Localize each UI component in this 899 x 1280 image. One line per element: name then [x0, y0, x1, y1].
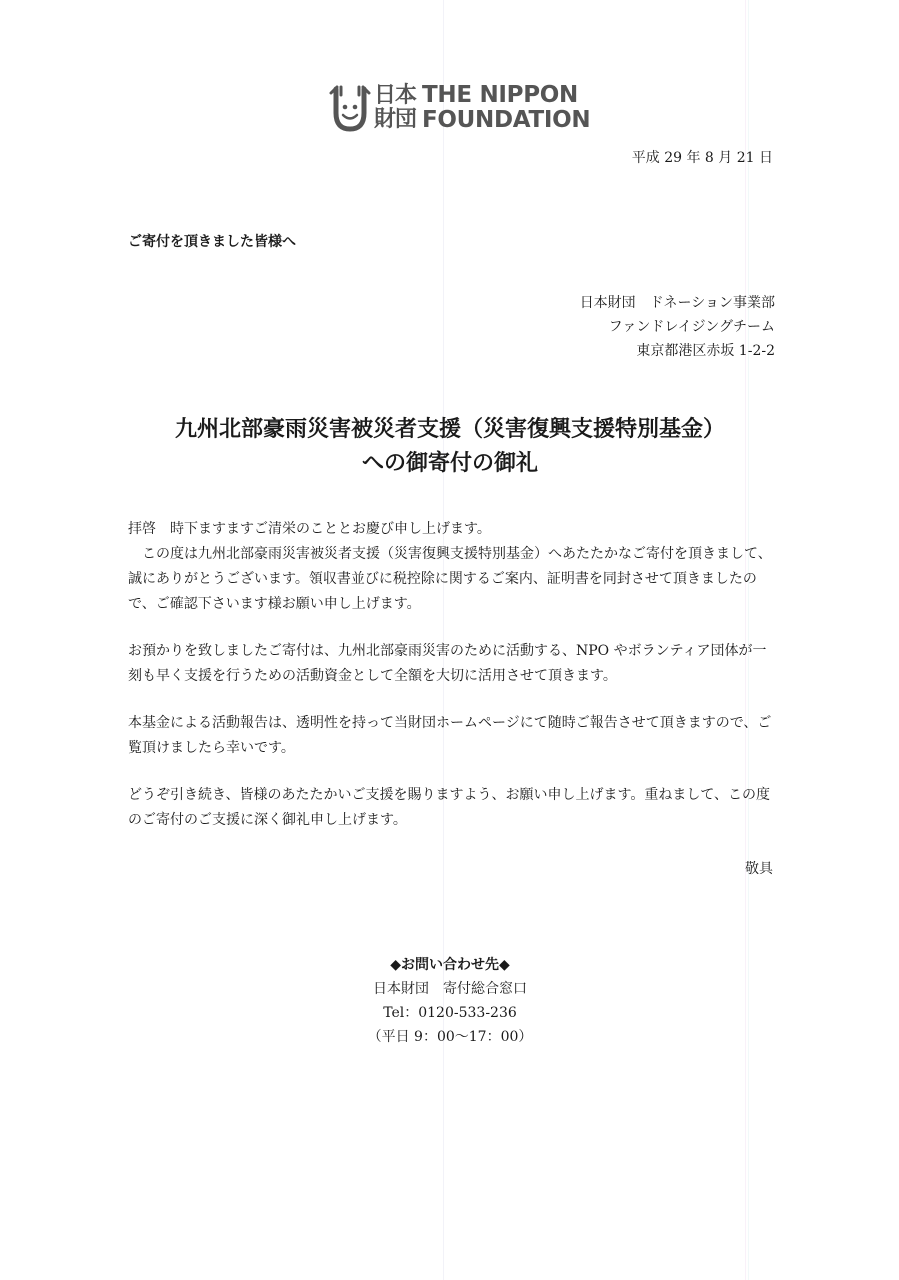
contact-organization: 日本財団 寄付総合窓口 [373, 981, 527, 997]
body-paragraph-4: どうぞ引き続き、皆様のあたたかいご支援を賜りますよう、お願い申し上げます。重ねまして、この度のご寄付のご支援に深く御礼申し上げます。 [128, 787, 771, 828]
sender-team: ファンドレイジングチーム [608, 319, 775, 335]
body-paragraph-3: 本基金による活動報告は、透明性を持って当財団ホームページにて随時ご報告させて頂きますので、ご覧頂けましたら幸いです。 [128, 715, 772, 756]
logo-en-line2: FOUNDATION [422, 107, 591, 133]
logo-kanji-line1: 日本 [374, 83, 417, 108]
contact-title: ◆お問い合わせ先◆ [390, 957, 510, 973]
nippon-foundation-face-icon [328, 83, 372, 133]
contact-hours: （平日 9：00～17：00） [367, 1029, 533, 1045]
sender-department: 日本財団 ドネーション事業部 [579, 295, 775, 311]
letter-title [100, 412, 800, 480]
sender-address: 東京都港区赤坂 1-2-2 [636, 343, 775, 359]
contact-block [300, 953, 600, 1049]
letter-date: 平成 29 年 8 月 21 日 [631, 150, 773, 166]
title-line2: への御寄付の御礼 [361, 450, 538, 476]
letter-body [128, 517, 776, 855]
body-paragraph-2: お預かりを致しましたご寄付は、九州北部豪雨災害のために活動する、NPO やボランティア団体が一刻も早く支援を行うための活動資金として全額を大切に活用させて頂きます。 [128, 643, 767, 684]
title-line1: 九州北部豪雨災害被災者支援（災害復興支援特別基金） [174, 416, 725, 442]
sender-block [580, 291, 775, 363]
closing-word: 敬具 [745, 861, 773, 877]
logo-en-line1: THE NIPPON [422, 82, 578, 108]
body-paragraph-1: この度は九州北部豪雨災害被災者支援（災害復興支援特別基金）へあたたかなご寄付を頂きまして、誠にありがとうございます。領収書並びに税控除に関するご案内、証明書を同封させて頂きましたので、ご確認下さいます様お願い申し上げます。 [128, 546, 772, 612]
logo-kanji [374, 84, 416, 132]
nippon-foundation-logo [328, 82, 590, 134]
contact-phone: Tel：0120-533-236 [383, 1005, 517, 1021]
logo-english [422, 83, 590, 133]
opening-greeting: 拝啓 時下ますますご清栄のこととお慶び申し上げます。 [128, 521, 491, 537]
salutation: ご寄付を頂きました皆様へ [128, 234, 296, 250]
logo-kanji-line2: 財団 [374, 107, 417, 132]
